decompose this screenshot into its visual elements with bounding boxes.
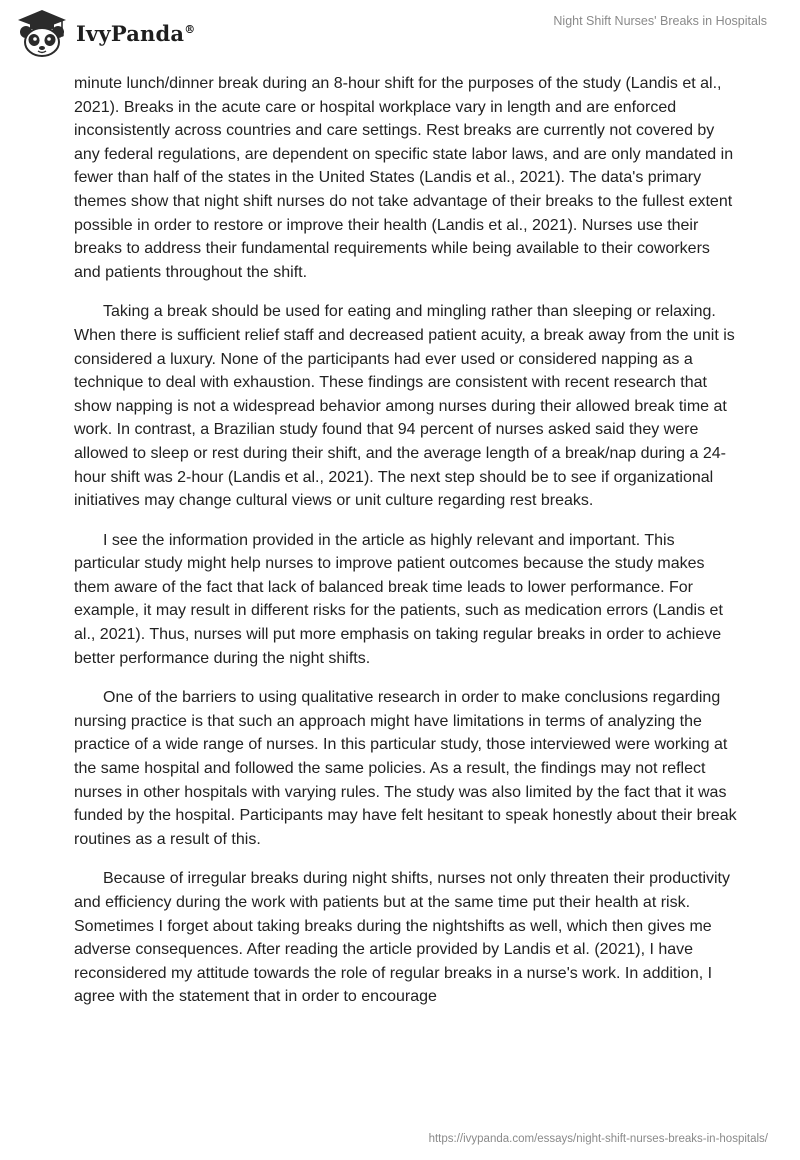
paragraph: I see the information provided in the article as highly relevant and important. This particular study might help nurses to improve patient outcomes because the study makes them aware of the fact that lack of balanced break time leads to lower performance. For example, it may result in different risks for the patients, such as medication errors (Landis et al., 2021). Thus, nurses will put more emphasis on taking regular breaks in order to achieve better performance during the night shifts. xyxy=(74,531,723,667)
paragraph: One of the barriers to using qualitative research in order to make conclusions regarding nursing practice is that such an approach might have limitations in terms of analyzing the practice of a wide range of nurses. In this particular study, those interviewed were working at the same hospital and followed the same policies. As a result, the findings may not reflect nurses in other hospitals with varying rules. The study was also limited by the fact that it was funded by the hospital. Participants may have felt hesitant to speak honestly about their break routines as a result of this. xyxy=(74,689,737,848)
essay-body xyxy=(74,72,738,1025)
running-title: Night Shift Nurses' Breaks in Hospitals xyxy=(553,14,767,28)
paragraph: Taking a break should be used for eating and mingling rather than sleeping or relaxing. When there is sufficient relief staff and decreased patient acuity, a break away from the unit is considered a luxury. None of the participants had ever used or considered napping as a technique to deal with exhaustion. These findings are consistent with recent research that show napping is not a widespread behavior among nurses during their allowed break time at work. In contrast, a Brazilian study found that 94 percent of nurses asked said they were allowed to sleep or rest during their shift, and the average length of a break/nap during a 24-hour shift was 2-hour (Landis et al., 2021). The next step should be to see if organizational initiatives may change cultural views or unit culture regarding rest breaks. xyxy=(74,303,735,510)
brand-logo[interactable] xyxy=(14,8,195,58)
registered-mark: ® xyxy=(184,22,196,36)
paragraph: minute lunch/dinner break during an 8-hour shift for the purposes of the study (Landis et al., 2021). Breaks in the acute care or hospital workplace vary in length and are enforced inconsistently across countries and care settings. Rest breaks are currently not covered by any federal regulations, are dependent on specific state labor laws, and are only mandated in fewer than half of the states in the United States (Landis et al., 2021). The data's primary themes show that night shift nurses do not take advantage of their breaks to the fullest extent possible in order to restore or improve their health (Landis et al., 2021). Nurses use their breaks to address their fundamental requirements while being available to their coworkers and patients throughout the shift. xyxy=(74,75,734,281)
panda-graduate-icon xyxy=(14,8,70,58)
brand-name: IvyPanda® xyxy=(76,20,196,46)
source-url[interactable]: https://ivypanda.com/essays/night-shift-nurses-breaks-in-hospitals/ xyxy=(428,1133,768,1145)
paragraph: Because of irregular breaks during night shifts, nurses not only threaten their productivity and efficiency during the work with patients but at the same time put their health at risk. Sometimes I forget about taking breaks during the nightshifts as well, which then gives me adverse consequences. After reading the article provided by Landis et al. (2021), I have reconsidered my attitude towards the role of regular breaks in a nurse's work. In addition, I agree with the statement that in order to encourage xyxy=(74,870,730,1006)
page-header xyxy=(0,0,800,66)
